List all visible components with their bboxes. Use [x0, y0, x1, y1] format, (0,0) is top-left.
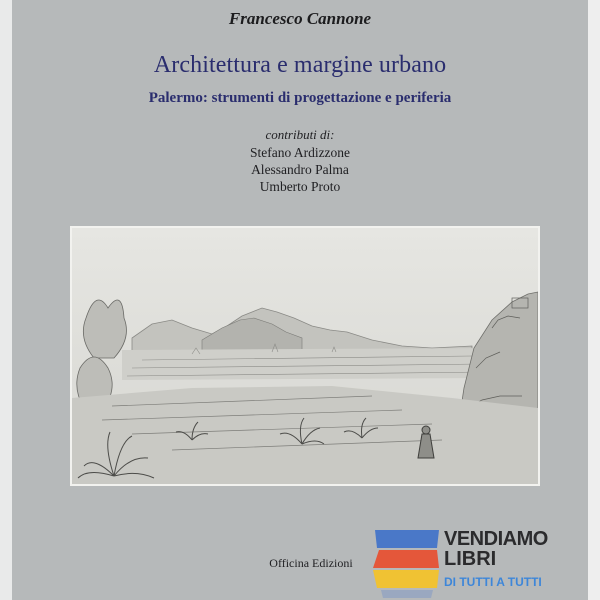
book-subtitle: Palermo: strumenti di progettazione e periferia [148, 90, 452, 106]
contributors-list [12, 144, 588, 195]
contributor-name: Umberto Proto [259, 179, 341, 194]
book-title: Architettura e margine urbano [153, 52, 447, 78]
page-edge-left [0, 0, 12, 600]
logo-word-1: VENDIAMO [444, 528, 548, 550]
contributors-label: contributi di: [265, 127, 335, 142]
landscape-sketch-illustration [70, 226, 540, 486]
author-name: Francesco Cannone [228, 9, 372, 28]
page-edge-right [588, 0, 600, 600]
publisher-name: Officina Edizioni [269, 556, 353, 570]
vendiamo-libri-logo [367, 528, 588, 600]
book-stack-icon [367, 528, 447, 600]
logo-tagline: DI TUTTI A TUTTI [444, 575, 542, 589]
contributor-name: Stefano Ardizzone [249, 145, 351, 160]
contributor-name: Alessandro Palma [251, 162, 349, 177]
landscape-sketch [72, 228, 538, 484]
book-cover [12, 0, 588, 600]
logo-word-2: LIBRI [444, 548, 497, 570]
